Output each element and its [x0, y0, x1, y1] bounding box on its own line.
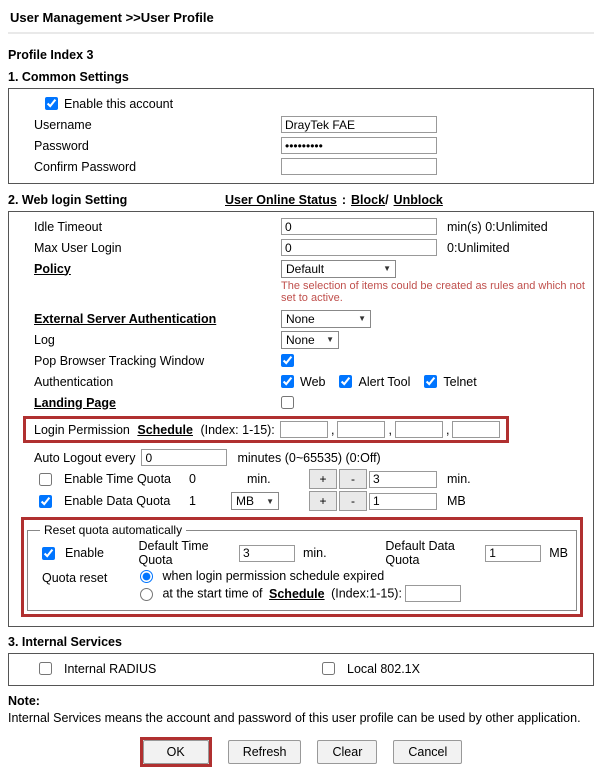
max-user-login-label: Max User Login: [34, 240, 122, 255]
time-quota-unit2: min.: [447, 472, 471, 486]
quota-reset-options: [140, 569, 461, 602]
internal-radius-label: Internal RADIUS: [64, 661, 157, 676]
status-colon: :: [341, 193, 347, 207]
default-time-quota-label: Default Time Quota: [138, 539, 209, 567]
log-label: Log: [34, 332, 55, 347]
landing-page-row: [9, 392, 593, 413]
landing-page-checkbox[interactable]: [281, 396, 294, 409]
reset-quota-enable-row: [36, 538, 568, 568]
confirm-password-input[interactable]: [281, 158, 437, 175]
quota-reset-option-2: [140, 585, 461, 602]
max-user-login-input[interactable]: [281, 239, 437, 256]
reset-quota-fieldset: [27, 523, 577, 611]
quota-reset-expired-radio[interactable]: [140, 570, 153, 583]
default-time-quota-unit: min.: [302, 546, 327, 560]
data-quota-minus-button[interactable]: -: [339, 491, 367, 511]
max-user-login-row: [9, 237, 593, 258]
auto-logout-input[interactable]: [141, 449, 227, 466]
quota-reset-option-1-label: when login permission schedule expired: [162, 569, 385, 583]
dropdown-arrow-icon: ▼: [358, 314, 366, 323]
username-row: [9, 114, 593, 135]
ok-button[interactable]: OK: [143, 740, 209, 764]
idle-timeout-input[interactable]: [281, 218, 437, 235]
quota-reset-row: [36, 568, 568, 603]
time-quota-minus-button[interactable]: -: [339, 469, 367, 489]
policy-row: [9, 258, 593, 279]
data-quota-row: [9, 490, 593, 512]
pop-browser-checkbox[interactable]: [281, 354, 294, 367]
reset-quota-legend: Reset quota automatically: [44, 523, 183, 537]
schedule-index-input-1[interactable]: [280, 421, 328, 438]
reset-quota-enable-label: Enable: [65, 546, 104, 560]
time-quota-unit: min.: [247, 472, 271, 486]
external-auth-row: [9, 308, 593, 329]
auth-telnet-checkbox[interactable]: [424, 375, 437, 388]
max-user-login-suffix: 0:Unlimited: [447, 240, 510, 255]
policy-link[interactable]: Policy: [34, 261, 71, 276]
password-row: [9, 135, 593, 156]
internal-radius-checkbox[interactable]: [39, 662, 52, 675]
time-quota-input[interactable]: [369, 471, 437, 488]
confirm-password-row: [9, 156, 593, 177]
section-1-title: 1. Common Settings: [8, 70, 129, 84]
default-data-quota-input[interactable]: [485, 545, 541, 562]
auth-alert-tool-checkbox[interactable]: [339, 375, 352, 388]
username-label: Username: [34, 117, 92, 132]
refresh-button[interactable]: Refresh: [228, 740, 302, 764]
dropdown-arrow-icon: ▼: [266, 496, 274, 506]
time-quota-row: [9, 468, 593, 490]
schedule-index-input-4[interactable]: [452, 421, 500, 438]
note-text: Internal Services means the account and password of this user profile can be used by other application.: [8, 711, 581, 726]
data-quota-plus-button[interactable]: +: [309, 491, 337, 511]
external-auth-select[interactable]: [281, 310, 371, 328]
quota-reset-label: Quota reset: [42, 571, 108, 585]
password-label: Password: [34, 138, 89, 153]
block-link[interactable]: Block: [351, 193, 386, 207]
idle-timeout-suffix: min(s) 0:Unlimited: [447, 219, 548, 234]
auth-web-label: Web: [300, 374, 326, 389]
auto-logout-suffix: minutes (0~65535) (0:Off): [237, 450, 381, 465]
local-8021x-checkbox[interactable]: [322, 662, 335, 675]
time-quota-label: Enable Time Quota: [64, 472, 172, 486]
policy-warning-row: [9, 279, 593, 305]
external-auth-link[interactable]: External Server Authentication: [34, 311, 217, 326]
cancel-button[interactable]: Cancel: [393, 740, 462, 764]
enable-account-row: [9, 93, 593, 114]
policy-warning-text: The selection of items could be created as rules and which not set to active.: [281, 280, 585, 304]
idle-timeout-label: Idle Timeout: [34, 219, 103, 234]
quota-reset-option-2-prefix: at the start time of: [162, 586, 263, 601]
policy-select-value: Default: [286, 261, 325, 276]
comma-separator: ,: [388, 422, 392, 437]
schedule-index-input-2[interactable]: [337, 421, 385, 438]
data-quota-checkbox[interactable]: [39, 495, 52, 508]
authentication-label: Authentication: [34, 374, 114, 389]
auto-logout-prefix: Auto Logout every: [34, 450, 136, 465]
default-time-quota-input[interactable]: [239, 545, 295, 562]
login-permission-index-label: (Index: 1-15):: [200, 422, 275, 437]
unblock-link[interactable]: Unblock: [393, 193, 443, 207]
auth-alert-tool-label: Alert Tool: [358, 374, 411, 389]
data-quota-label: Enable Data Quota: [64, 494, 171, 508]
log-select[interactable]: [281, 331, 339, 349]
section-2-title: 2. Web login Setting: [8, 193, 128, 207]
default-data-quota-unit: MB: [549, 546, 568, 560]
log-select-value: None: [286, 332, 315, 347]
comma-separator: ,: [445, 422, 450, 437]
pop-browser-label: Pop Browser Tracking Window: [34, 353, 205, 368]
quota-reset-option-1: [140, 569, 461, 583]
breadcrumb: User Management >>User Profile: [10, 10, 214, 25]
ok-highlight-box: [140, 737, 212, 767]
schedule-link[interactable]: Schedule: [269, 586, 325, 601]
header-divider: [8, 32, 594, 34]
dropdown-arrow-icon: ▼: [326, 335, 334, 344]
time-quota-plus-button[interactable]: +: [309, 469, 337, 489]
schedule-index-input-3[interactable]: [395, 421, 443, 438]
data-quota-unit2: MB: [447, 494, 466, 508]
login-permission-text: Login Permission: [34, 422, 130, 437]
note-label: Note:: [8, 694, 40, 709]
idle-timeout-row: [9, 216, 593, 237]
web-login-box: [8, 211, 594, 627]
login-permission-label: [34, 423, 280, 437]
common-settings-box: [8, 88, 594, 184]
status-slash: /: [385, 193, 389, 207]
login-permission-highlight-box: [23, 416, 509, 443]
quota-reset-option-2-suffix: (Index:1-15):: [331, 586, 402, 601]
data-quota-input[interactable]: [369, 493, 437, 510]
profile-index-label: Profile Index 3: [8, 48, 94, 62]
comma-separator: ,: [331, 422, 335, 437]
internal-services-box: [8, 653, 594, 686]
policy-select[interactable]: [281, 260, 396, 278]
landing-page-link[interactable]: Landing Page: [34, 395, 116, 410]
authentication-row: [9, 371, 593, 392]
time-quota-current: 0: [189, 472, 196, 486]
confirm-password-label: Confirm Password: [34, 159, 137, 174]
user-online-status-link[interactable]: User Online Status: [225, 193, 337, 207]
section-2-header: [8, 193, 594, 207]
data-quota-unit-value: MB: [236, 494, 254, 508]
reset-quota-highlight-box: [21, 517, 583, 617]
internal-services-row: [9, 658, 593, 679]
clear-button[interactable]: Clear: [317, 740, 377, 764]
auth-telnet-label: Telnet: [443, 374, 477, 389]
default-data-quota-label: Default Data Quota: [385, 539, 455, 567]
schedule-link[interactable]: Schedule: [137, 422, 193, 437]
reset-quota-enable-checkbox[interactable]: [42, 547, 55, 560]
auth-web-checkbox[interactable]: [281, 375, 294, 388]
enable-account-checkbox[interactable]: [45, 97, 58, 110]
enable-account-label: Enable this account: [64, 96, 174, 111]
username-input[interactable]: [281, 116, 437, 133]
external-auth-select-value: None: [286, 311, 315, 326]
log-row: [9, 329, 593, 350]
pop-browser-row: [9, 350, 593, 371]
quota-reset-schedule-radio[interactable]: [140, 588, 153, 601]
quota-reset-schedule-input[interactable]: [405, 585, 461, 602]
time-quota-checkbox[interactable]: [39, 473, 52, 486]
action-buttons: [8, 737, 594, 767]
local-8021x-label: Local 802.1X: [347, 661, 420, 676]
password-input[interactable]: [281, 137, 437, 154]
auto-logout-row: [9, 447, 593, 468]
data-quota-unit-select[interactable]: [231, 492, 279, 510]
dropdown-arrow-icon: ▼: [383, 264, 391, 273]
section-3-title: 3. Internal Services: [8, 635, 122, 650]
data-quota-current: 1: [189, 494, 196, 508]
